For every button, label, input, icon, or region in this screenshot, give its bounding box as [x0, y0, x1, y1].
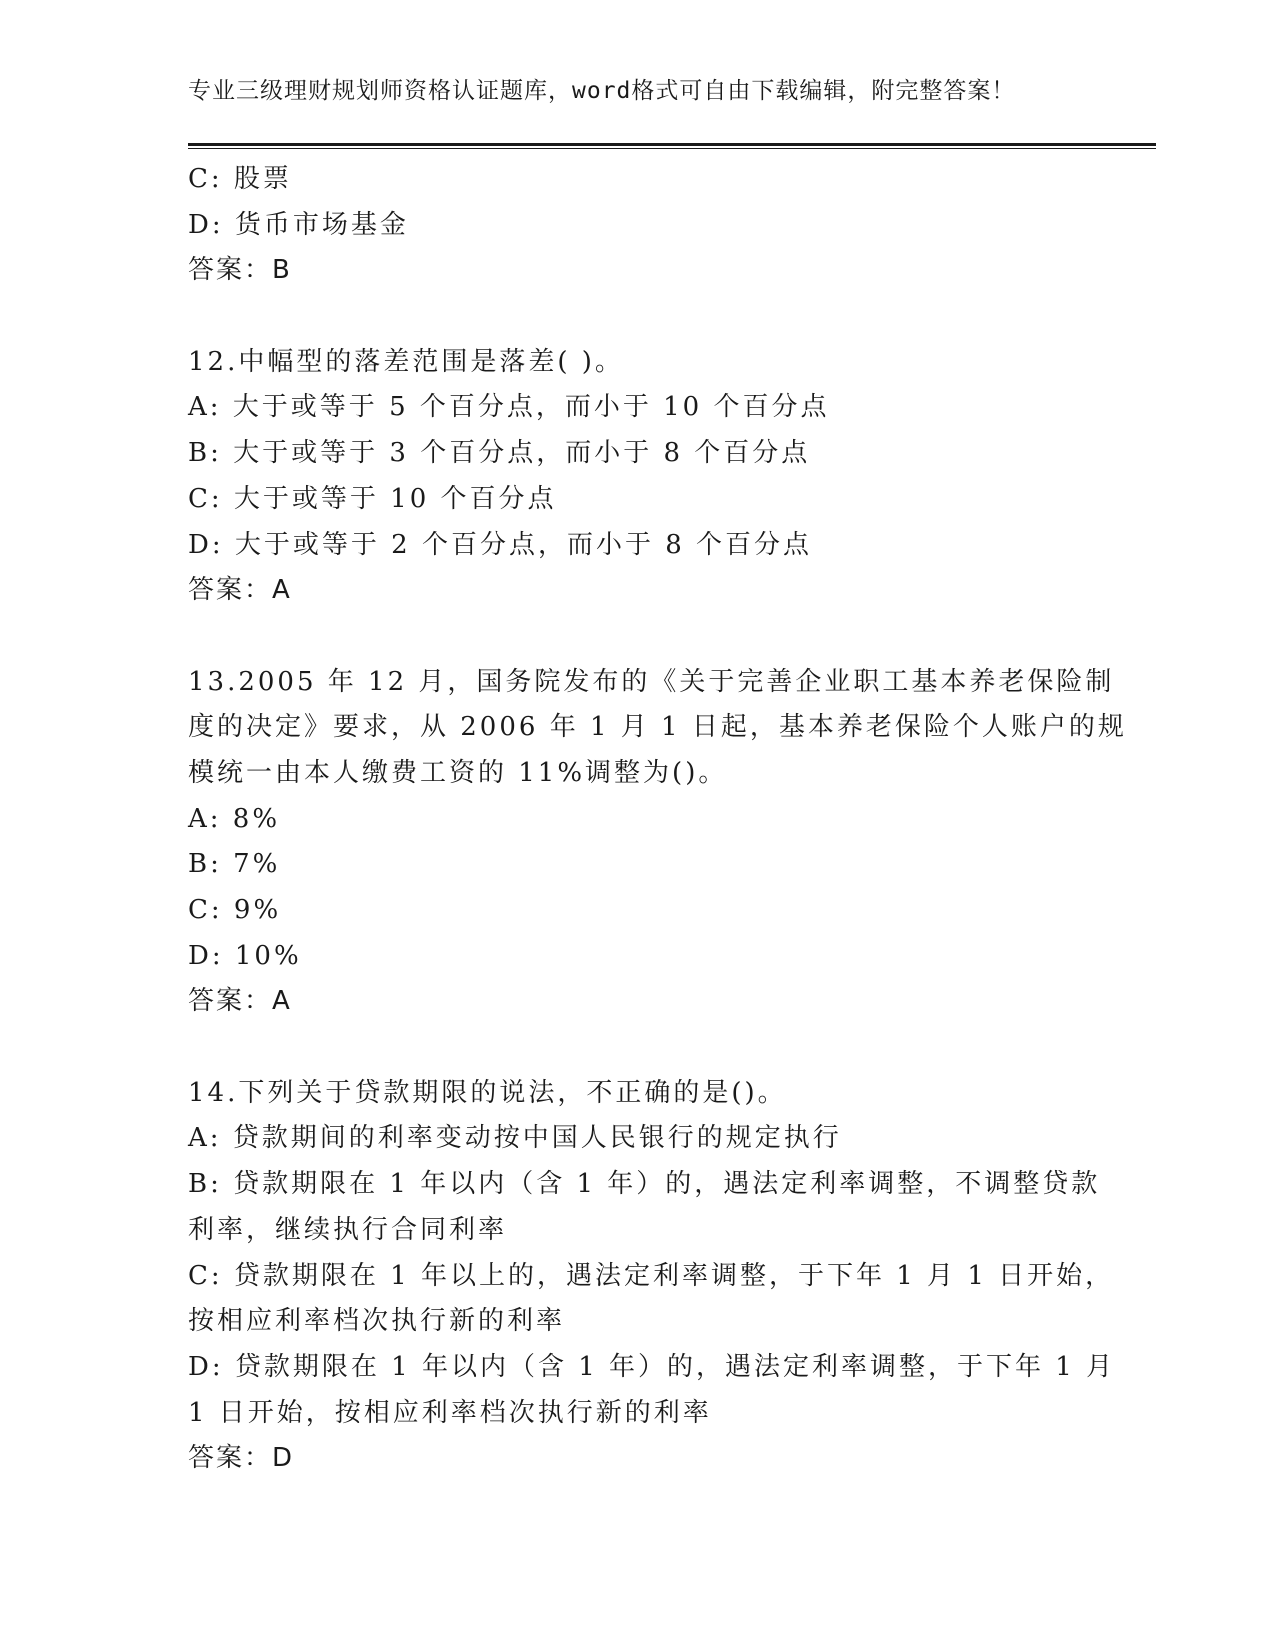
- option-line: D: 货币市场基金: [188, 209, 409, 240]
- option-line: D: 大于或等于 2 个百分点，而小于 8 个百分点: [188, 529, 813, 560]
- question-line: 度的决定》要求，从 2006 年 1 月 1 日起，基本养老保险个人账户的规: [188, 712, 1127, 743]
- question-line: 模统一由本人缴费工资的 11%调整为()。: [188, 757, 728, 788]
- option-line: C: 股票: [188, 164, 292, 194]
- option-line: A: 大于或等于 5 个百分点，而小于 10 个百分点: [188, 392, 830, 423]
- answer-line: 答案：D: [188, 1443, 295, 1474]
- option-line: A: 8%: [188, 803, 281, 834]
- option-line: C: 大于或等于 10 个百分点: [188, 483, 557, 514]
- option-line: 利率，继续执行合同利率: [188, 1214, 508, 1245]
- question-line: 12.中幅型的落差范围是落差( )。: [188, 346, 624, 377]
- document-body: [188, 157, 1127, 1482]
- spacer: [188, 1025, 1088, 1071]
- question-line: 13.2005 年 12 月，国务院发布的《关于完善企业职工基本养老保险制: [188, 666, 1115, 697]
- option-line: B: 7%: [188, 849, 281, 880]
- answer-line: 答案：A: [188, 986, 292, 1017]
- option-line: B: 大于或等于 3 个百分点，而小于 8 个百分点: [188, 438, 811, 469]
- spacer: [188, 294, 1088, 340]
- option-line: A: 贷款期间的利率变动按中国人民银行的规定执行: [188, 1123, 842, 1154]
- option-line: 1 日开始，按相应利率档次执行新的利率: [188, 1397, 712, 1428]
- page-header: 专业三级理财规划师资格认证题库，word格式可自由下载编辑，附完整答案！: [188, 78, 1016, 104]
- option-line: C: 贷款期限在 1 年以上的，遇法定利率调整，于下年 1 月 1 日开始，: [188, 1260, 1115, 1291]
- option-line: 按相应利率档次执行新的利率: [188, 1306, 566, 1337]
- option-line: B: 贷款期限在 1 年以内（含 1 年）的，遇法定利率调整，不调整贷款: [188, 1169, 1101, 1200]
- option-line: D: 10%: [188, 940, 302, 971]
- answer-line: 答案：A: [188, 575, 292, 606]
- header-rule-thin: [188, 148, 1156, 149]
- option-line: C: 9%: [188, 895, 282, 925]
- spacer: [188, 614, 1088, 660]
- answer-line: 答案：B: [188, 255, 292, 286]
- question-line: 14.下列关于贷款期限的说法，不正确的是()。: [188, 1077, 787, 1108]
- option-line: D: 贷款期限在 1 年以内（含 1 年）的，遇法定利率调整，于下年 1 月: [188, 1351, 1116, 1382]
- header-rule-thick: [188, 143, 1156, 146]
